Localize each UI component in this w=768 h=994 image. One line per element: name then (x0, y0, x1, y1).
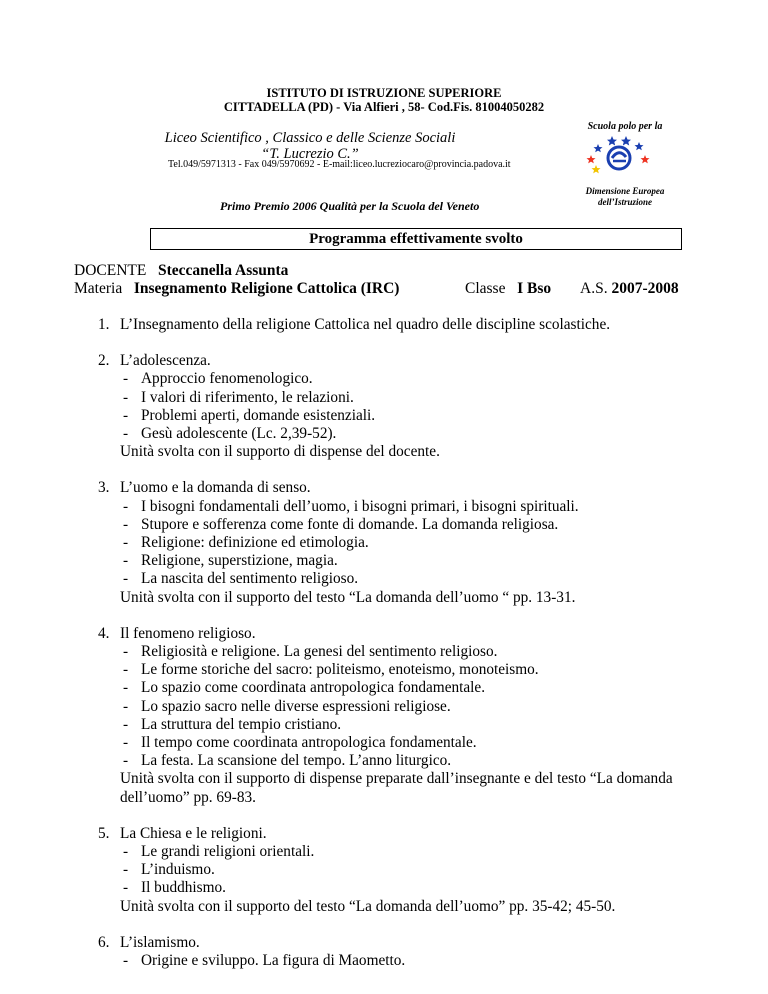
dash-marker: - (123, 515, 129, 533)
bullet-text: La nascita del sentimento religioso. (141, 570, 359, 588)
docente-label: DOCENTE (74, 262, 147, 279)
dash-marker: - (123, 697, 129, 715)
eu-logo-icon (582, 133, 654, 177)
item-note: Unità svolta con il supporto del testo “La domanda dell’uomo “ pp. 13-31. (120, 588, 576, 606)
bullet-text: Le forme storiche del sacro: politeismo, enoteismo, monoteismo. (141, 661, 539, 679)
item-number: 5. (98, 824, 110, 842)
program-list (98, 316, 698, 970)
bullet-text: Religione: definizione ed etimologia. (141, 534, 369, 552)
item-bullet (98, 643, 698, 661)
bullet-text: Problemi aperti, domande esistenziali. (141, 406, 376, 424)
classe-label: Classe (465, 280, 506, 297)
docente-value: Steccanella Assunta (157, 262, 289, 279)
dash-marker: - (123, 406, 129, 424)
european-dimension-logo (582, 133, 654, 177)
item-note: Unità svolta con il supporto di dispense del docente. (120, 443, 440, 461)
dash-marker: - (123, 679, 129, 697)
item-number: 1. (98, 316, 110, 333)
bullet-text: I bisogni fondamentali dell’uomo, i bisogni primari, i bisogni spirituali. (141, 497, 579, 515)
scuola-polo-label: Scuola polo per la (587, 121, 663, 132)
item-title: L’Insegnamento della religione Cattolica nel quadro delle discipline scolastiche. (120, 316, 611, 333)
item-bullet (98, 716, 698, 734)
award-line: Primo Premio 2006 Qualità per la Scuola del Veneto (220, 199, 480, 213)
item-bullet (98, 370, 698, 388)
liceo-line-1: Liceo Scientifico , Classico e delle Scienze Sociali (164, 130, 456, 146)
dash-marker: - (123, 497, 129, 515)
bullet-text: La struttura del tempio cristiano. (141, 715, 342, 733)
dash-marker: - (123, 388, 129, 406)
bullet-text: Il tempo come coordinata antropologica fondamentale. (141, 734, 477, 752)
bullet-text: Il buddhismo. (141, 879, 226, 897)
docente-row (74, 262, 288, 280)
item-note: Unità svolta con il supporto del testo “La domanda dell’uomo” pp. 35-42; 45-50. (120, 897, 616, 915)
item-bullet (98, 498, 698, 516)
dash-marker: - (123, 843, 129, 861)
item-bullet (98, 879, 698, 897)
item-bullet (98, 516, 698, 534)
program-item (98, 825, 698, 843)
classe-value: I Bso (517, 280, 552, 297)
dash-marker: - (123, 952, 129, 970)
liceo-line-2: “T. Lucrezio C.” (261, 146, 359, 162)
dash-marker: - (123, 643, 129, 661)
item-spacer (98, 916, 698, 934)
item-bullet (98, 698, 698, 716)
bullet-text: La festa. La scansione del tempo. L’anno liturgico. (141, 752, 452, 770)
program-item (98, 625, 698, 643)
item-bullet (98, 407, 698, 425)
item-bullet (98, 861, 698, 879)
item-spacer (98, 607, 698, 625)
dash-marker: - (123, 661, 129, 679)
classe-field (465, 280, 551, 298)
anno-scolastico-label: A.S. (580, 280, 608, 297)
dimensione-europea-label (570, 186, 680, 208)
dash-marker: - (123, 879, 129, 897)
item-bullet (98, 661, 698, 679)
bullet-text: Stupore e sofferenza come fonte di domande. La domanda religiosa. (141, 515, 559, 533)
institute-name: ISTITUTO DI ISTRUZIONE SUPERIORE (266, 86, 502, 100)
item-bullet (98, 752, 698, 770)
contacts-line: Tel.049/5971313 - Fax 049/5970692 - E-mail:liceo.lucreziocaro@provincia.padova.it (168, 159, 511, 170)
item-bullet (98, 552, 698, 570)
item-bullet (98, 952, 698, 970)
materia-row (74, 280, 399, 298)
liceo-name (140, 130, 480, 162)
item-bullet (98, 570, 698, 588)
bullet-text: Gesù adolescente (Lc. 2,39-52). (141, 425, 337, 443)
program-item (98, 316, 698, 334)
dash-marker: - (123, 861, 129, 879)
item-bullet (98, 389, 698, 407)
anno-scolastico-field (580, 280, 679, 298)
materia-value: Insegnamento Religione Cattolica (IRC) (133, 280, 400, 297)
dash-marker: - (123, 370, 129, 388)
program-item (98, 934, 698, 952)
item-bullet (98, 843, 698, 861)
item-spacer (98, 461, 698, 479)
bullet-text: Religione, superstizione, magia. (141, 552, 338, 570)
dimensione-europea-line-2: dell’Istruzione (597, 197, 652, 207)
program-item (98, 352, 698, 370)
item-number: 2. (98, 352, 110, 370)
item-number: 4. (98, 624, 110, 642)
dash-marker: - (123, 570, 129, 588)
item-title: L’adolescenza. (120, 352, 211, 370)
bullet-text: Le grandi religioni orientali. (141, 843, 315, 861)
item-title: La Chiesa e le religioni. (120, 824, 267, 842)
program-item (98, 479, 698, 497)
item-title: L’uomo e la domanda di senso. (120, 479, 311, 497)
item-bullet (98, 534, 698, 552)
dash-marker: - (123, 425, 129, 443)
institute-address: CITTADELLA (PD) - Via Alfieri , 58- Cod.Fis. 81004050282 (223, 100, 545, 114)
item-spacer (98, 334, 698, 352)
bullet-text: Origine e sviluppo. La figura di Maometto. (141, 952, 406, 970)
item-number: 6. (98, 933, 110, 951)
item-bullet (98, 679, 698, 697)
dash-marker: - (123, 752, 129, 770)
dash-marker: - (123, 552, 129, 570)
bullet-text: Approccio fenomenologico. (141, 370, 313, 388)
bullet-text: Lo spazio sacro nelle diverse espressioni religiose. (141, 697, 451, 715)
item-title: Il fenomeno religioso. (120, 624, 256, 642)
bullet-text: I valori di riferimento, le relazioni. (141, 388, 354, 406)
materia-label: Materia (74, 280, 123, 297)
anno-scolastico-value: 2007-2008 (611, 280, 679, 297)
bullet-text: Religiosità e religione. La genesi del sentimento religioso. (141, 643, 498, 661)
bullet-text: L’induismo. (141, 861, 215, 879)
bullet-text: Lo spazio come coordinata antropologica fondamentale. (141, 679, 486, 697)
item-spacer (98, 807, 698, 825)
item-note: Unità svolta con il supporto di dispense preparate dall’insegnante e del testo “La domanda dell’uomo” pp. 69-83. (120, 770, 673, 806)
item-title: L’islamismo. (120, 933, 200, 951)
item-bullet (98, 425, 698, 443)
item-bullet (98, 734, 698, 752)
dash-marker: - (123, 534, 129, 552)
dash-marker: - (123, 734, 129, 752)
dash-marker: - (123, 715, 129, 733)
dimensione-europea-line-1: Dimensione Europea (585, 186, 665, 196)
item-number: 3. (98, 479, 110, 497)
program-title-box: Programma effettivamente svolto (150, 228, 682, 250)
